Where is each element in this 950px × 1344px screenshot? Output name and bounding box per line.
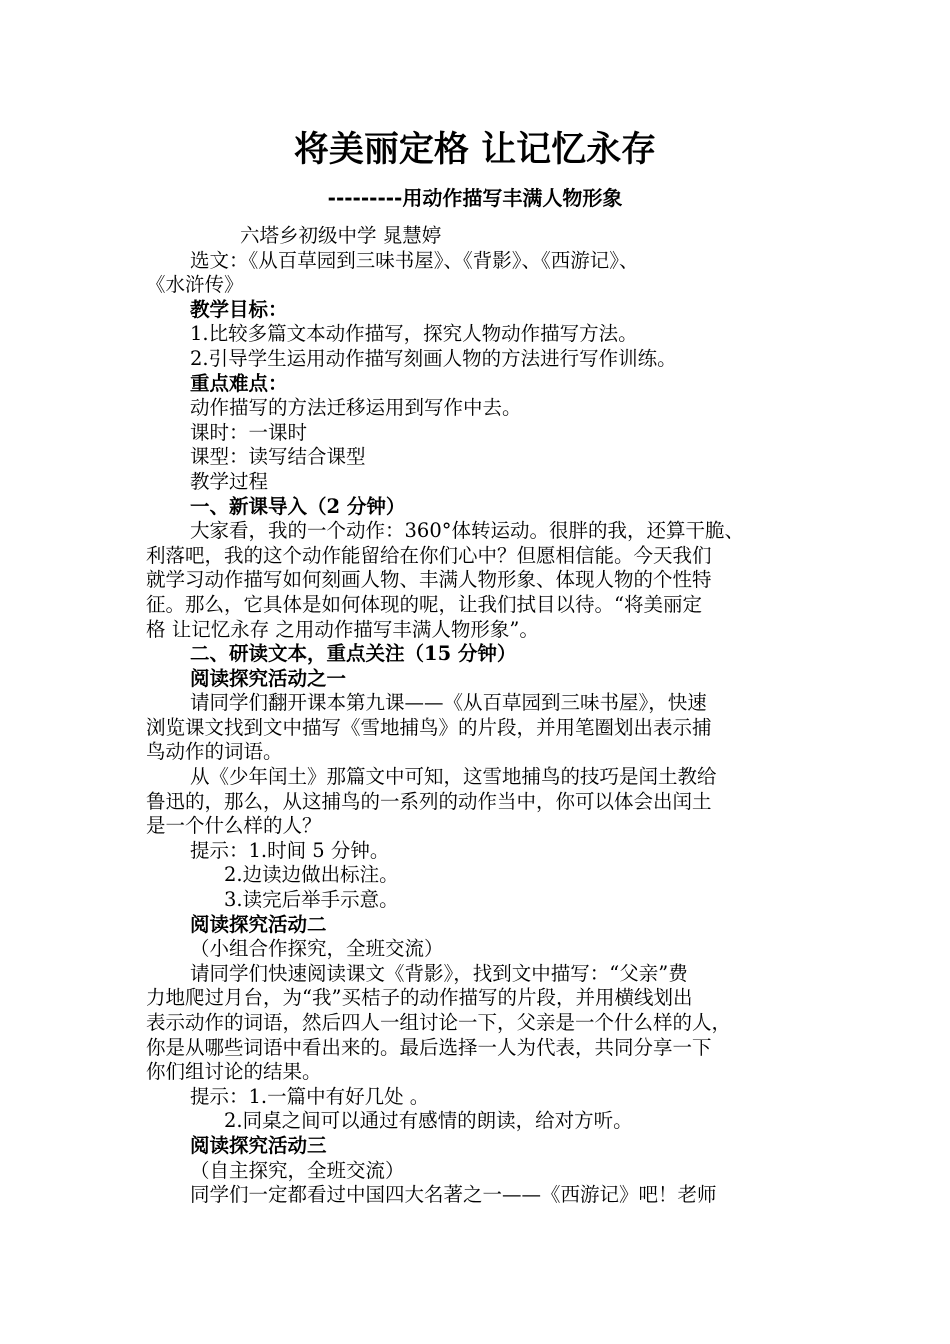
section-heading: 阅读探究活动三 [190, 1133, 327, 1157]
text-line: 从《少年闰土》那篇文中可知，这雪地捕鸟的技巧是闰土教给 [190, 765, 717, 789]
section-heading: 重点难点： [190, 371, 288, 395]
text-line: 3.读完后举手示意。 [224, 888, 399, 912]
text-line: （小组合作探究，全班交流） [190, 937, 444, 961]
text-line: 同学们一定都看过中国四大名著之一——《西游记》吧！老师 [190, 1183, 717, 1207]
section-heading: 阅读探究活动之一 [190, 666, 347, 690]
text-line: 力地爬过月台，为“我”买桔子的动作描写的片段，并用横线划出 [146, 986, 693, 1010]
text-line: 利落吧，我的这个动作能留给在你们心中？但愿相信能。今天我们 [146, 543, 712, 567]
text-line: 课型：读写结合课型 [190, 445, 366, 469]
text-line: （自主探究，全班交流） [190, 1158, 405, 1182]
section-heading: 教学目标： [190, 297, 288, 321]
text-line: 1.比较多篇文本动作描写，探究人物动作描写方法。 [190, 322, 638, 346]
document-body [146, 224, 810, 1208]
text-line: 你们组讨论的结果。 [146, 1060, 322, 1084]
text-line: 提示：1.时间 5 分钟。 [190, 838, 390, 862]
section-heading: 二、研读文本，重点关注（15 分钟） [190, 642, 517, 666]
section-heading: 阅读探究活动二 [190, 912, 327, 936]
text-line: 鸟动作的词语。 [146, 740, 283, 764]
document-title: 将美丽定格 让记忆永存 [293, 130, 657, 170]
author-line: 六塔乡初级中学 晁慧婷 [240, 224, 442, 247]
text-line: 征。那么，它具体是如何体现的呢，让我们拭目以待。“将美丽定 [146, 592, 702, 616]
text-line: 课时：一课时 [190, 420, 308, 444]
text-line: 鲁迅的，那么，从这捕鸟的一系列的动作当中，你可以体会出闰土 [146, 789, 712, 813]
text-line: 就学习动作描写如何刻画人物、丰满人物形象、体现人物的个性特 [146, 568, 712, 592]
text-line: 提示：1.一篇中有好几处 。 [190, 1084, 430, 1108]
text-line: 动作描写的方法迁移运用到写作中去。 [190, 396, 522, 420]
text-line: 请同学们快速阅读课文《背影》，找到文中描写：“父亲”费 [190, 961, 688, 985]
text-line: 2.边读边做出标注。 [224, 863, 399, 887]
text-line: 教学过程 [190, 469, 269, 493]
text-line: 请同学们翻开课本第九课——《从百草园到三味书屋》，快速 [190, 691, 707, 715]
text-line: 表示动作的词语，然后四人一组讨论一下，父亲是一个什么样的人， [146, 1011, 732, 1034]
document-subtitle: ---------用动作描写丰满人物形象 [327, 186, 623, 210]
text-line: 格 让记忆永存 之用动作描写丰满人物形象”。 [146, 617, 539, 641]
section-heading: 一、新课导入（2 分钟） [190, 494, 406, 518]
text-line: 你是从哪些词语中看出来的。最后选择一人为代表，共同分享一下 [146, 1035, 712, 1059]
text-line: 大家看，我的一个动作：360°体转运动。很胖的我，还算干脆、 [190, 519, 744, 543]
text-line: 浏览课文找到文中描写《雪地捕鸟》的片段，并用笔圈划出表示捕 [146, 715, 712, 739]
text-line: 选文：《从百草园到三味书屋》、《背影》、《西游记》、 [190, 248, 639, 272]
text-line: 2.引导学生运用动作描写刻画人物的方法进行写作训练。 [190, 346, 677, 370]
text-line: 是一个什么样的人？ [146, 814, 322, 838]
text-line: 《水浒传》 [146, 273, 244, 297]
text-line: 2.同桌之间可以通过有感情的朗读，给对方听。 [224, 1109, 633, 1133]
